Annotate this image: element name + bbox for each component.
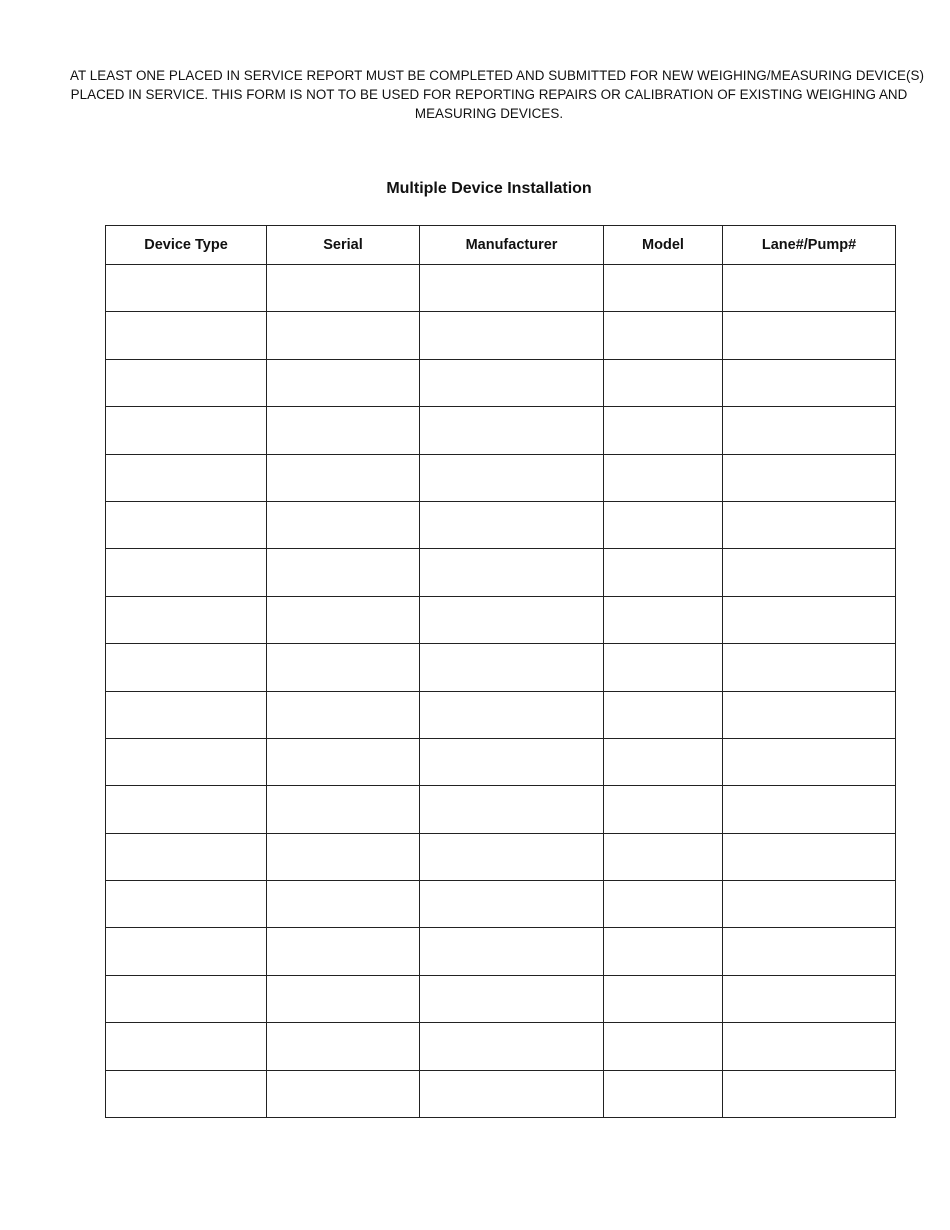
form-title: Multiple Device Installation: [386, 180, 592, 197]
model-cell[interactable]: [604, 265, 723, 312]
lane-pump-cell[interactable]: [723, 454, 896, 501]
manufacturer-cell[interactable]: [420, 359, 604, 406]
table-row: [106, 407, 896, 454]
model-cell[interactable]: [604, 691, 723, 738]
column-header-device-type: Device Type: [106, 226, 267, 265]
device-type-cell[interactable]: [106, 644, 267, 691]
serial-cell[interactable]: [267, 833, 420, 880]
device-type-cell[interactable]: [106, 1023, 267, 1070]
serial-cell[interactable]: [267, 549, 420, 596]
device-type-cell[interactable]: [106, 549, 267, 596]
device-type-cell[interactable]: [106, 265, 267, 312]
manufacturer-cell[interactable]: [420, 1023, 604, 1070]
model-cell[interactable]: [604, 928, 723, 975]
lane-pump-cell[interactable]: [723, 786, 896, 833]
table-row: [106, 786, 896, 833]
column-header-lane-pump: Lane#/Pump#: [723, 226, 896, 265]
serial-cell[interactable]: [267, 407, 420, 454]
device-type-cell[interactable]: [106, 691, 267, 738]
notice-line: PLACED IN SERVICE. THIS FORM IS NOT TO BE USED FOR REPORTING REPAIRS OR CALIBRATION OF EXISTING WEIGHING AND: [70, 87, 908, 102]
lane-pump-cell[interactable]: [723, 596, 896, 643]
table-row: [106, 454, 896, 501]
column-header-model: Model: [604, 226, 723, 265]
table-row: [106, 644, 896, 691]
manufacturer-cell[interactable]: [420, 501, 604, 548]
device-type-cell[interactable]: [106, 786, 267, 833]
manufacturer-cell[interactable]: [420, 928, 604, 975]
model-cell[interactable]: [604, 549, 723, 596]
device-type-cell[interactable]: [106, 407, 267, 454]
notice-line: MEASURING DEVICES.: [414, 106, 564, 121]
model-cell[interactable]: [604, 501, 723, 548]
table-row: [106, 596, 896, 643]
device-type-cell[interactable]: [106, 975, 267, 1022]
lane-pump-cell[interactable]: [723, 549, 896, 596]
device-type-cell[interactable]: [106, 359, 267, 406]
model-cell[interactable]: [604, 644, 723, 691]
model-cell[interactable]: [604, 596, 723, 643]
serial-cell[interactable]: [267, 1070, 420, 1117]
table-row: [106, 881, 896, 928]
model-cell[interactable]: [604, 1023, 723, 1070]
manufacturer-cell[interactable]: [420, 596, 604, 643]
manufacturer-cell[interactable]: [420, 549, 604, 596]
serial-cell[interactable]: [267, 265, 420, 312]
model-cell[interactable]: [604, 359, 723, 406]
manufacturer-cell[interactable]: [420, 691, 604, 738]
device-installation-table: [105, 225, 896, 1118]
manufacturer-cell[interactable]: [420, 265, 604, 312]
notice-line: AT LEAST ONE PLACED IN SERVICE REPORT MUST BE COMPLETED AND SUBMITTED FOR NEW WEIGHING/MEASURING DEVICE(S): [70, 68, 925, 83]
model-cell[interactable]: [604, 786, 723, 833]
device-type-cell[interactable]: [106, 1070, 267, 1117]
device-type-cell[interactable]: [106, 454, 267, 501]
serial-cell[interactable]: [267, 975, 420, 1022]
table-row: [106, 265, 896, 312]
model-cell[interactable]: [604, 1070, 723, 1117]
lane-pump-cell[interactable]: [723, 644, 896, 691]
table-row: [106, 312, 896, 359]
table-row: [106, 833, 896, 880]
lane-pump-cell[interactable]: [723, 833, 896, 880]
lane-pump-cell[interactable]: [723, 265, 896, 312]
serial-cell[interactable]: [267, 596, 420, 643]
device-type-cell[interactable]: [106, 738, 267, 785]
service-report-notice: [70, 66, 925, 123]
model-cell[interactable]: [604, 833, 723, 880]
table-header-row: [106, 226, 896, 265]
serial-cell[interactable]: [267, 1023, 420, 1070]
lane-pump-cell[interactable]: [723, 1023, 896, 1070]
table-row: [106, 1023, 896, 1070]
manufacturer-cell[interactable]: [420, 975, 604, 1022]
table-row: [106, 738, 896, 785]
lane-pump-cell[interactable]: [723, 359, 896, 406]
serial-cell[interactable]: [267, 928, 420, 975]
model-cell[interactable]: [604, 454, 723, 501]
serial-cell[interactable]: [267, 454, 420, 501]
manufacturer-cell[interactable]: [420, 1070, 604, 1117]
lane-pump-cell[interactable]: [723, 1070, 896, 1117]
table-row: [106, 1070, 896, 1117]
device-type-cell[interactable]: [106, 312, 267, 359]
model-cell[interactable]: [604, 881, 723, 928]
serial-cell[interactable]: [267, 691, 420, 738]
manufacturer-cell[interactable]: [420, 454, 604, 501]
lane-pump-cell[interactable]: [723, 407, 896, 454]
manufacturer-cell[interactable]: [420, 644, 604, 691]
manufacturer-cell[interactable]: [420, 407, 604, 454]
lane-pump-cell[interactable]: [723, 691, 896, 738]
manufacturer-cell[interactable]: [420, 881, 604, 928]
device-type-cell[interactable]: [106, 596, 267, 643]
device-type-cell[interactable]: [106, 928, 267, 975]
model-cell[interactable]: [604, 312, 723, 359]
device-type-cell[interactable]: [106, 881, 267, 928]
serial-cell[interactable]: [267, 359, 420, 406]
model-cell[interactable]: [604, 738, 723, 785]
manufacturer-cell[interactable]: [420, 312, 604, 359]
table-row: [106, 549, 896, 596]
column-header-manufacturer: Manufacturer: [420, 226, 604, 265]
device-type-cell[interactable]: [106, 833, 267, 880]
serial-cell[interactable]: [267, 738, 420, 785]
model-cell[interactable]: [604, 407, 723, 454]
column-header-serial: Serial: [267, 226, 420, 265]
manufacturer-cell[interactable]: [420, 833, 604, 880]
model-cell[interactable]: [604, 975, 723, 1022]
table-row: [106, 359, 896, 406]
lane-pump-cell[interactable]: [723, 928, 896, 975]
lane-pump-cell[interactable]: [723, 881, 896, 928]
serial-cell[interactable]: [267, 312, 420, 359]
serial-cell[interactable]: [267, 644, 420, 691]
device-type-cell[interactable]: [106, 501, 267, 548]
manufacturer-cell[interactable]: [420, 738, 604, 785]
table-row: [106, 928, 896, 975]
serial-cell[interactable]: [267, 501, 420, 548]
lane-pump-cell[interactable]: [723, 312, 896, 359]
table-row: [106, 975, 896, 1022]
table-row: [106, 501, 896, 548]
table-body: [106, 265, 896, 1118]
serial-cell[interactable]: [267, 881, 420, 928]
lane-pump-cell[interactable]: [723, 975, 896, 1022]
lane-pump-cell[interactable]: [723, 501, 896, 548]
manufacturer-cell[interactable]: [420, 786, 604, 833]
lane-pump-cell[interactable]: [723, 738, 896, 785]
table-row: [106, 691, 896, 738]
serial-cell[interactable]: [267, 786, 420, 833]
